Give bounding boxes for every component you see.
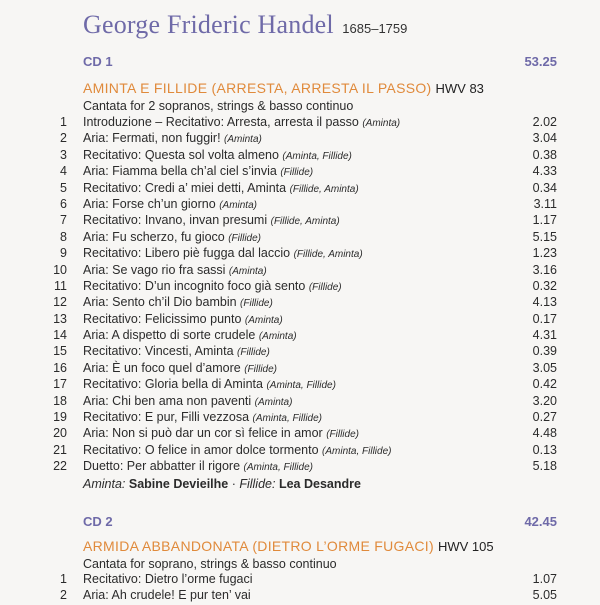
composer-dates: 1685–1759 bbox=[342, 21, 408, 36]
cd2-work-name: ARMIDA ABBANDONATA (DIETRO L’ORME FUGACI) bbox=[83, 538, 434, 554]
track-title: Recitativo: E pur, Filli vezzosa bbox=[83, 410, 250, 425]
track-roles: (Fillide) bbox=[240, 298, 273, 310]
track-title: Recitativo: Dietro l’orme fugaci bbox=[83, 572, 253, 586]
track-row bbox=[0, 115, 600, 131]
page-header bbox=[83, 10, 407, 40]
cd2-work-title bbox=[83, 538, 563, 554]
track-title: Aria: Fu scherzo, fu gioco bbox=[83, 229, 225, 244]
track-duration: 0.38 bbox=[532, 147, 557, 162]
track-roles: (Fillide, Aminta) bbox=[270, 216, 340, 228]
track-title: Recitativo: Credi a’ miei detti, Aminta bbox=[83, 180, 287, 195]
track-title-group bbox=[83, 131, 262, 145]
track-title: Aria: Ah crudele! E pur ten’ vai bbox=[83, 588, 251, 603]
track-row bbox=[0, 246, 600, 262]
track-row bbox=[0, 344, 600, 360]
track-row bbox=[0, 197, 600, 213]
track-title-group bbox=[83, 197, 257, 211]
track-title-group bbox=[83, 164, 313, 178]
track-duration: 5.18 bbox=[532, 459, 557, 474]
track-duration: 0.17 bbox=[532, 311, 557, 326]
track-number: 18 bbox=[53, 393, 67, 408]
track-roles: (Fillide) bbox=[237, 347, 270, 359]
track-row bbox=[0, 148, 600, 164]
track-title: Recitativo: Invano, invan presumi bbox=[83, 213, 268, 228]
track-duration: 0.39 bbox=[532, 344, 557, 359]
track-title-group bbox=[83, 459, 313, 473]
cast-singer-fillide: Lea Desandre bbox=[278, 477, 361, 491]
track-title: Recitativo: Vincesti, Aminta bbox=[83, 344, 234, 359]
track-number: 20 bbox=[53, 426, 67, 441]
track-row bbox=[0, 443, 600, 459]
track-number: 4 bbox=[60, 164, 67, 179]
track-title-group bbox=[83, 246, 363, 260]
track-roles: (Aminta) bbox=[362, 118, 401, 129]
track-roles: (Aminta) bbox=[254, 396, 293, 408]
track-roles: (Aminta, Fillide) bbox=[266, 380, 336, 392]
track-number: 11 bbox=[54, 278, 67, 293]
track-duration: 1.17 bbox=[532, 213, 557, 228]
track-number: 2 bbox=[60, 131, 67, 146]
track-title: Aria: A dispetto di sorte crudele bbox=[83, 328, 256, 343]
track-duration: 3.16 bbox=[532, 262, 557, 277]
track-title-group bbox=[83, 410, 322, 424]
track-title: Recitativo: D’un incognito foco già sento bbox=[83, 278, 306, 293]
track-roles: (Aminta, Fillide) bbox=[282, 150, 352, 162]
track-title-group bbox=[83, 279, 342, 293]
cd2-header bbox=[83, 514, 557, 529]
track-number: 22 bbox=[53, 459, 67, 474]
track-title-group bbox=[83, 295, 273, 309]
cd2-work-subtitle: Cantata for soprano, strings & basso continuo bbox=[83, 557, 337, 571]
track-number: 14 bbox=[53, 328, 67, 343]
track-roles: (Aminta) bbox=[224, 134, 262, 146]
track-title-group bbox=[83, 263, 267, 277]
track-title: Recitativo: O felice in amor dolce tormento bbox=[83, 442, 319, 457]
cd1-cast-line bbox=[83, 477, 361, 491]
track-duration: 0.27 bbox=[532, 410, 557, 425]
track-duration: 1.07 bbox=[532, 572, 557, 586]
track-title-group bbox=[83, 361, 277, 375]
track-title-group bbox=[83, 377, 336, 391]
track-title-group bbox=[83, 426, 359, 440]
composer-name: George Frideric Handel bbox=[83, 10, 334, 39]
track-duration: 3.04 bbox=[532, 131, 557, 146]
track-row bbox=[0, 394, 600, 410]
track-title: Recitativo: Libero piè fugga dal laccio bbox=[83, 246, 291, 261]
track-roles: (Aminta, Fillide) bbox=[322, 445, 392, 457]
track-number: 19 bbox=[53, 410, 67, 425]
track-title-group bbox=[83, 115, 400, 129]
track-number: 8 bbox=[60, 229, 67, 244]
cd2-duration: 42.45 bbox=[524, 514, 557, 529]
track-number: 15 bbox=[53, 344, 67, 359]
track-number: 21 bbox=[53, 442, 67, 457]
track-number: 10 bbox=[53, 262, 67, 277]
track-roles: (Aminta) bbox=[228, 265, 267, 277]
track-row bbox=[0, 213, 600, 229]
cd1-track-list bbox=[0, 115, 600, 476]
track-duration: 0.13 bbox=[532, 442, 557, 457]
track-roles: (Fillide) bbox=[326, 429, 359, 441]
track-title: Recitativo: Questa sol volta almeno bbox=[83, 147, 279, 162]
cd1-work-name: AMINTA E FILLIDE (ARRESTA, ARRESTA IL PASSO) bbox=[83, 80, 432, 96]
track-roles: (Aminta, Fillide) bbox=[252, 413, 322, 425]
track-title-group bbox=[83, 572, 253, 586]
track-title-group bbox=[83, 443, 391, 457]
track-number: 13 bbox=[53, 311, 67, 326]
track-row bbox=[0, 361, 600, 377]
track-number: 1 bbox=[60, 115, 67, 129]
track-number: 3 bbox=[60, 147, 67, 162]
track-duration: 0.42 bbox=[532, 377, 557, 392]
cast-singer-aminta: Sabine Devieilhe bbox=[128, 477, 229, 491]
track-duration: 3.11 bbox=[533, 196, 557, 211]
track-title: Aria: Se vago rio fra sassi bbox=[83, 262, 226, 277]
track-title: Aria: Fermati, non fuggir! bbox=[83, 131, 221, 146]
cd1-header bbox=[83, 54, 557, 69]
track-roles: (Aminta) bbox=[219, 199, 257, 211]
track-row bbox=[0, 230, 600, 246]
track-number: 1 bbox=[60, 572, 67, 586]
track-number: 5 bbox=[60, 180, 67, 195]
track-title: Aria: Chi ben ama non paventi bbox=[83, 393, 252, 408]
track-row bbox=[0, 295, 600, 311]
track-duration: 5.15 bbox=[532, 229, 557, 244]
track-title: Aria: Forse ch’un giorno bbox=[83, 196, 216, 211]
track-duration: 5.05 bbox=[532, 588, 557, 603]
track-title-group bbox=[83, 344, 270, 358]
track-title-group bbox=[83, 230, 261, 244]
track-row bbox=[0, 588, 600, 604]
track-title: Aria: Fiamma bella ch’al ciel s’invia bbox=[83, 164, 277, 179]
track-row bbox=[0, 164, 600, 180]
track-row bbox=[0, 181, 600, 197]
track-title-group bbox=[83, 328, 297, 342]
cd1-duration: 53.25 bbox=[524, 54, 557, 69]
track-title: Duetto: Per abbatter il rigore bbox=[83, 459, 241, 474]
track-roles: (Fillide) bbox=[228, 232, 261, 244]
cast-role-fillide: Fillide: bbox=[239, 477, 276, 491]
track-row bbox=[0, 328, 600, 344]
track-duration: 4.13 bbox=[532, 295, 557, 310]
track-title-group bbox=[83, 312, 283, 326]
track-title-group bbox=[83, 148, 352, 162]
track-roles: (Fillide, Aminta) bbox=[293, 249, 363, 261]
track-duration: 3.20 bbox=[532, 393, 557, 408]
track-title: Aria: Non si può dar un cor sì felice in amor bbox=[83, 426, 323, 441]
cd1-work-subtitle: Cantata for 2 sopranos, strings & basso continuo bbox=[83, 99, 354, 113]
track-row bbox=[0, 131, 600, 147]
track-number: 2 bbox=[60, 588, 67, 603]
track-duration: 1.23 bbox=[532, 246, 557, 261]
track-title-group bbox=[83, 394, 292, 408]
track-number: 17 bbox=[53, 377, 67, 392]
track-roles: (Aminta) bbox=[258, 331, 297, 343]
track-row bbox=[0, 459, 600, 475]
track-title: Introduzione – Recitativo: Arresta, arresta il passo bbox=[83, 115, 359, 129]
track-row bbox=[0, 426, 600, 442]
cast-separator: · bbox=[228, 477, 240, 491]
track-number: 6 bbox=[60, 196, 67, 211]
track-number: 7 bbox=[60, 213, 67, 228]
track-roles: (Fillide) bbox=[244, 363, 277, 375]
track-roles: (Aminta, Fillide) bbox=[243, 462, 313, 474]
cd1-work-title bbox=[83, 80, 563, 96]
cd2-label: CD 2 bbox=[83, 514, 113, 529]
track-duration: 4.33 bbox=[532, 164, 557, 179]
track-title: Aria: È un foco quel d’amore bbox=[83, 360, 241, 375]
track-title: Recitativo: Felicissimo punto bbox=[83, 311, 242, 326]
track-roles: (Fillide, Aminta) bbox=[289, 183, 359, 195]
track-row bbox=[0, 410, 600, 426]
track-title: Recitativo: Gloria bella di Aminta bbox=[83, 377, 263, 392]
track-row bbox=[0, 263, 600, 279]
track-number: 16 bbox=[53, 360, 67, 375]
track-duration: 3.05 bbox=[532, 360, 557, 375]
cast-role-aminta: Aminta: bbox=[83, 477, 126, 491]
track-duration: 4.48 bbox=[532, 426, 557, 441]
track-roles: (Fillide) bbox=[308, 281, 342, 293]
track-number: 9 bbox=[60, 246, 67, 261]
track-duration: 0.34 bbox=[532, 180, 557, 195]
track-roles: (Fillide) bbox=[280, 167, 314, 179]
track-row bbox=[0, 279, 600, 295]
cd1-work-catalogue: HWV 83 bbox=[435, 81, 484, 96]
cd1-label: CD 1 bbox=[83, 54, 113, 69]
track-row bbox=[0, 312, 600, 328]
track-roles: (Aminta) bbox=[244, 314, 283, 326]
track-title-group bbox=[83, 588, 251, 602]
track-row bbox=[0, 377, 600, 393]
track-number: 12 bbox=[53, 295, 67, 310]
track-row bbox=[0, 572, 600, 588]
track-title-group bbox=[83, 181, 359, 195]
cd2-work-catalogue: HWV 105 bbox=[437, 539, 494, 554]
track-duration: 0.32 bbox=[532, 278, 557, 293]
track-duration: 4.31 bbox=[532, 328, 557, 343]
track-title-group bbox=[83, 213, 340, 227]
track-duration: 2.02 bbox=[532, 115, 557, 129]
track-title: Aria: Sento ch’il Dio bambin bbox=[83, 295, 237, 310]
